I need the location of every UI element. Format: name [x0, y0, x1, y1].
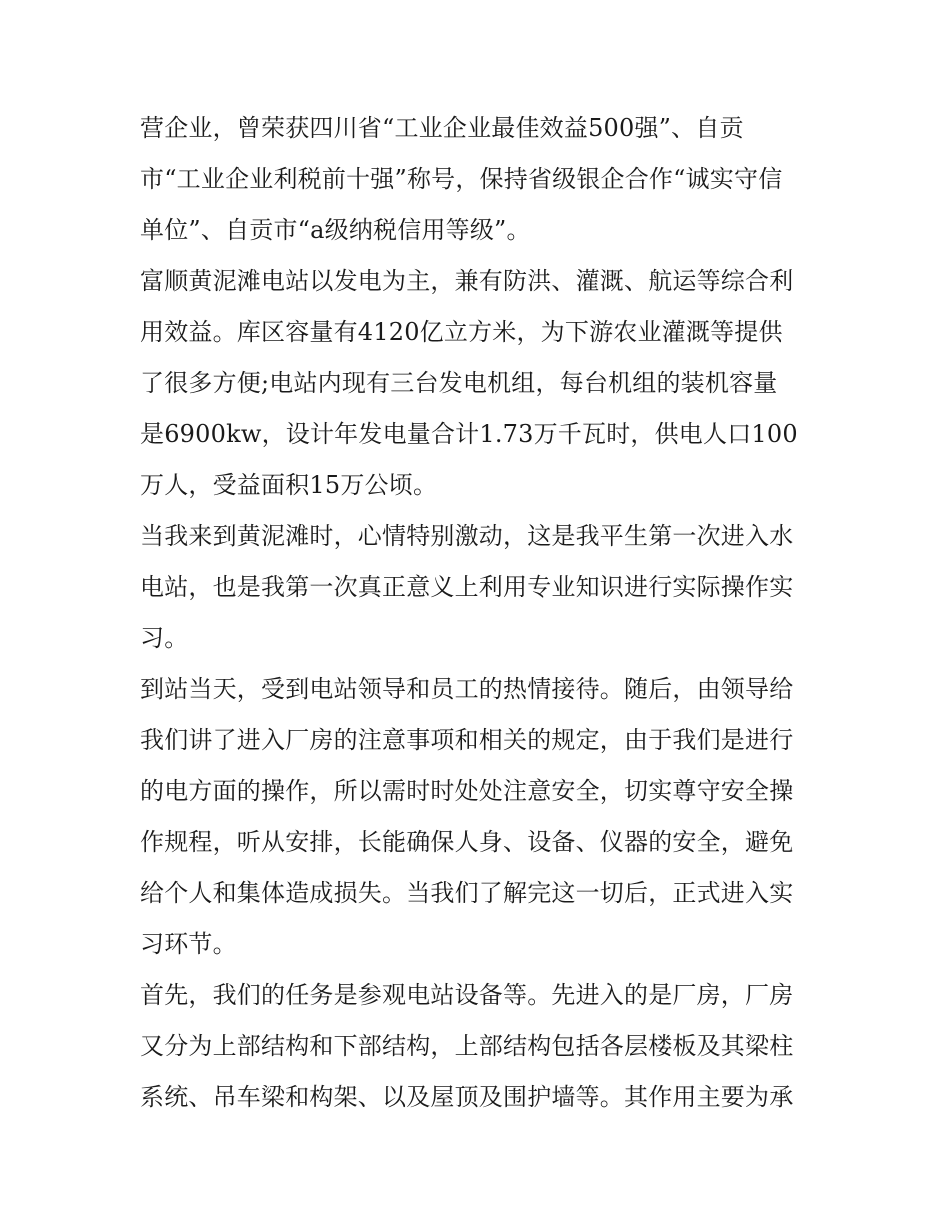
- paragraph: [140, 970, 820, 1123]
- text-line: 单位”、自贡市“a级纳税信用等级”。: [140, 216, 531, 244]
- text-line: 是6900kw，设计年发电量合计1.73万千瓦时，供电人口100: [140, 420, 798, 448]
- document-body: [140, 103, 820, 1123]
- text-line: 市“工业企业利税前十强”称号，保持省级银企合作“诚实守信: [140, 165, 783, 193]
- text-line: 又分为上部结构和下部结构，上部结构包括各层楼板及其梁柱: [140, 1032, 794, 1060]
- paragraph: [140, 664, 820, 970]
- text-line: 到站当天，受到电站领导和员工的热情接待。随后，由领导给: [140, 675, 794, 703]
- text-line: 我们讲了进入厂房的注意事项和相关的规定，由于我们是进行: [140, 726, 794, 754]
- text-line: 了很多方便;电站内现有三台发电机组，每台机组的装机容量: [140, 369, 778, 397]
- text-line: 万人，受益面积15万公顷。: [140, 471, 438, 499]
- text-line: 用效益。库区容量有4120亿立方米，为下游农业灌溉等提供: [140, 318, 783, 346]
- text-line: 习环节。: [140, 930, 237, 958]
- text-line: 富顺黄泥滩电站以发电为主，兼有防洪、灌溉、航运等综合利: [140, 267, 794, 295]
- paragraph: [140, 511, 820, 664]
- text-line: 首先，我们的任务是参观电站设备等。先进入的是厂房，厂房: [140, 981, 794, 1009]
- paragraph: [140, 103, 820, 256]
- text-line: 电站，也是我第一次真正意义上利用专业知识进行实际操作实: [140, 573, 794, 601]
- text-line: 当我来到黄泥滩时，心情特别激动，这是我平生第一次进入水: [140, 522, 794, 550]
- text-line: 的电方面的操作，所以需时时处处注意安全，切实尊守安全操: [140, 777, 794, 805]
- text-line: 作规程，听从安排，长能确保人身、设备、仪器的安全，避免: [140, 828, 794, 856]
- text-line: 系统、吊车梁和构架、以及屋顶及围护墙等。其作用主要为承: [140, 1083, 794, 1111]
- text-line: 习。: [140, 624, 189, 652]
- paragraph: [140, 256, 820, 511]
- text-line: 营企业，曾荣获四川省“工业企业最佳效益500强”、自贡: [140, 114, 744, 142]
- text-line: 给个人和集体造成损失。当我们了解完这一切后，正式进入实: [140, 879, 794, 907]
